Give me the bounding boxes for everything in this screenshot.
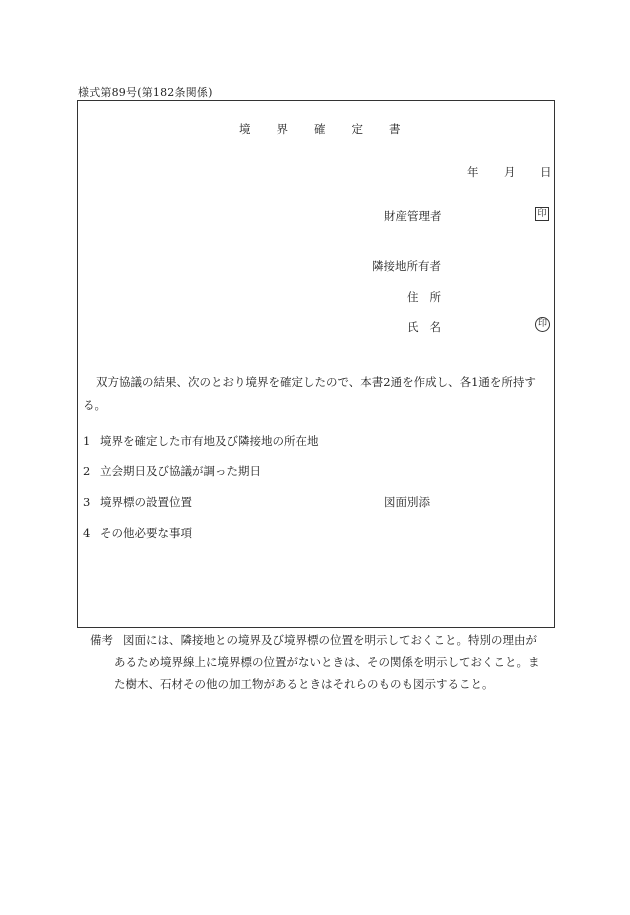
remarks-text: 図面には、隣接地との境界及び境界標の位置を明示しておくこと。特別の理由が [123, 633, 537, 647]
item-number: 2 [83, 464, 91, 478]
document-title [239, 121, 401, 137]
name-char: 氏 [407, 320, 419, 334]
square-seal-icon: 印 [535, 207, 549, 221]
date-day-label: 日 [540, 165, 552, 179]
list-item [83, 463, 261, 479]
title-char: 確 [314, 122, 326, 136]
title-char: 境 [239, 122, 251, 136]
remarks-line: あるため境界線上に境界標の位置がないときは、その関係を明示しておくこと。ま [114, 655, 540, 669]
address-char: 所 [429, 290, 441, 304]
remarks-label: 備考 [90, 633, 113, 647]
form-frame [77, 100, 555, 628]
name-label [407, 319, 441, 335]
name-char: 名 [429, 320, 441, 334]
property-manager-label: 財産管理者 [384, 209, 442, 223]
title-char: 書 [389, 122, 401, 136]
item-note: 図面別添 [384, 495, 430, 509]
agreement-text-line: 双方協議の結果、次のとおり境界を確定したので、本書2通を作成し、各1通を所持す [96, 375, 536, 389]
neighbor-owner-label: 隣接地所有者 [372, 259, 441, 273]
item-text: その他必要な事項 [100, 526, 192, 540]
item-number: 3 [83, 495, 91, 509]
remarks-line [90, 632, 537, 648]
title-char: 界 [276, 122, 288, 136]
item-number: 4 [83, 526, 91, 540]
list-item [83, 494, 192, 510]
form-number: 様式第89号(第182条関係) [78, 86, 213, 99]
date-year-label: 年 [467, 165, 479, 179]
remarks-line: た樹木、石材その他の加工物があるときはそれらのものも図示すること。 [114, 677, 494, 691]
address-label [407, 289, 441, 305]
list-item [83, 433, 319, 449]
item-number: 1 [83, 434, 91, 448]
item-text: 境界を確定した市有地及び隣接地の所在地 [100, 434, 319, 448]
round-seal-icon: 印 [535, 317, 550, 332]
item-text: 境界標の設置位置 [100, 495, 192, 509]
address-char: 住 [407, 290, 419, 304]
item-text: 立会期日及び協議が調った期日 [100, 464, 261, 478]
date-month-label: 月 [504, 165, 516, 179]
title-char: 定 [351, 122, 363, 136]
list-item [83, 525, 192, 541]
agreement-text-line: る。 [83, 398, 106, 412]
